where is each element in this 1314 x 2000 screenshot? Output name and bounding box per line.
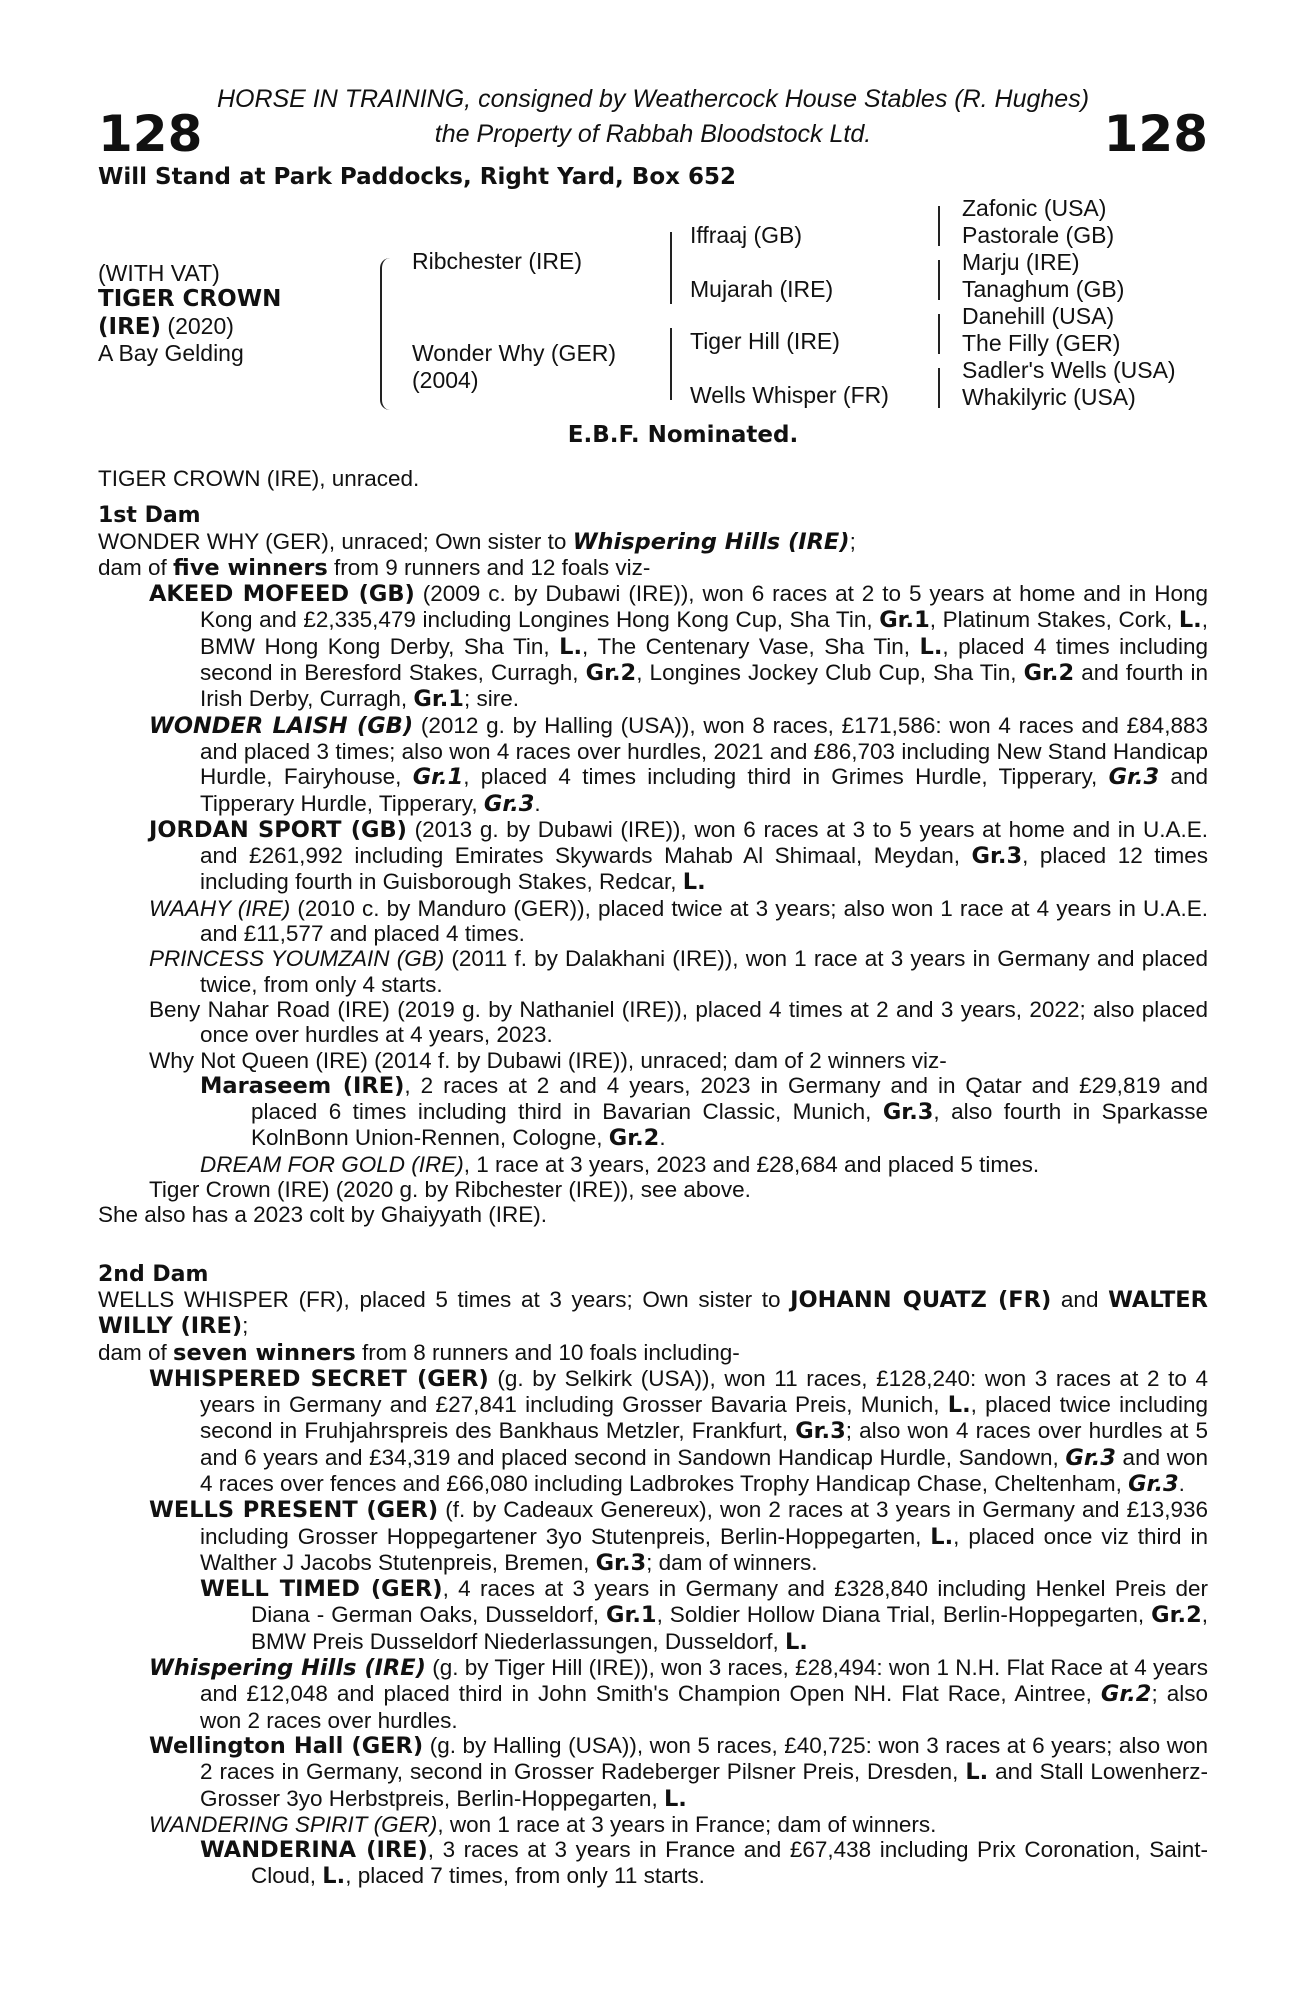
horse-description: A Bay Gelding — [98, 340, 244, 366]
grandproduce-maraseem: Maraseem (IRE), 2 races at 2 and 4 years, 2023 in Germany and in Qatar and £29,819 and placed 6 times including third in Bavarian Classic, Munich, Gr.3, also fourth in Sparkasse KolnBonn Union-Rennen, Cologne, Gr.2. — [200, 1072, 1208, 1152]
ggp-7: Sadler's Wells (USA) — [962, 357, 1176, 383]
first-dam-summary: dam of five winners from 9 runners and 12 foals viz- — [98, 554, 651, 581]
dam-dam: Wells Whisper (FR) — [690, 382, 889, 408]
ggp-4: Tanaghum (GB) — [962, 276, 1125, 302]
property-line: the Property of Rabbah Bloodstock Ltd. — [434, 120, 872, 148]
produce-wonder-laish: WONDER LAISH (GB) (2012 g. by Halling (USA)), won 8 races, £171,586: won 4 races and £84,883 and placed 3 times; also won 4 races over hurdles, 2021 and £86,703 including New Stand Handicap Hurdle, Fairyhouse, Gr.1, placed 4 times including third in Grimes Hurdle, Tipperary, Gr.3 and Tipperary Hurdle, Tipperary, Gr.3. — [149, 712, 1208, 817]
ggp-8: Whakilyric (USA) — [962, 384, 1136, 410]
ggp-brace-3 — [938, 314, 946, 354]
sire-brace — [670, 232, 680, 304]
consignor-line: HORSE IN TRAINING, consigned by Weathercock House Stables (R. Hughes) — [216, 85, 1090, 113]
catalogue-body — [98, 448, 1208, 1890]
pedigree-table — [98, 190, 1208, 420]
sire-dam: Mujarah (IRE) — [690, 276, 834, 302]
ggp-brace-1 — [938, 206, 946, 246]
dam-brace — [670, 328, 680, 400]
dam-year: (2004) — [412, 367, 479, 393]
ebf-nominated: E.B.F. Nominated. — [567, 422, 799, 448]
intro-line: TIGER CROWN (IRE), unraced. — [98, 466, 420, 491]
stand-location: Will Stand at Park Paddocks, Right Yard, Box 652 — [98, 164, 736, 190]
horse-name: TIGER CROWN — [98, 286, 282, 312]
produce-whispered-secret: WHISPERED SECRET (GER) (g. by Selkirk (USA)), won 11 races, £128,240: won 3 races at 2 to 4 years in Germany and £27,841 including Grosser Bavaria Preis, Munich, L., placed twice including second in Fruhjahrspreis des Bankhaus Metzler, Frankfurt, Gr.3; also won 4 races over hurdles at 5 and 6 years and £34,319 and placed second in Sandown Handicap Hurdle, Sandown, Gr.3 and won 4 races over fences and £66,080 including Ladbrokes Trophy Handicap Chase, Cheltenham, Gr.3. — [149, 1365, 1208, 1497]
produce-wellington-hall: Wellington Hall (GER) (g. by Halling (USA)), won 5 races, £40,725: won 3 races at 6 years; also won 2 races in Germany, second in Grosser Radeberger Pilsner Preis, Dresden, L. and Stall Lowenherz-Grosser 3yo Herbstpreis, Berlin-Hoppegarten, L. — [149, 1732, 1209, 1812]
horse-origin-year: (IRE) (2020) — [98, 313, 234, 340]
ggp-brace-4 — [938, 368, 946, 408]
vat-label: (WITH VAT) — [98, 260, 220, 286]
second-dam-line: WELLS WHISPER (FR), placed 5 times at 3 years; Own sister to JOHANN QUATZ (FR) and WALTER WILLY (IRE); — [98, 1286, 1208, 1340]
produce-wells-present: WELLS PRESENT (GER) (f. by Cadeaux Genereux), won 2 races at 3 years in Germany and £13,936 including Grosser Hoppegartener 3yo Stutenpreis, Berlin-Hoppegarten, L., placed once viz third in Walther J Jacobs Stutenpreis, Bremen, Gr.3; dam of winners. — [149, 1497, 1209, 1576]
produce-beny-nahar-road: Beny Nahar Road (IRE) (2019 g. by Nathaniel (IRE)), placed 4 times at 2 and 3 years, 2022; also placed once over hurdles at 4 years, 2023. — [149, 996, 1208, 1048]
catalogue-page — [98, 84, 1208, 1890]
dam-sire: Tiger Hill (IRE) — [690, 328, 840, 354]
produce-princess-youmzain: PRINCESS YOUMZAIN (GB) (2011 f. by Dalakhani (IRE)), won 1 race at 3 years in Germany and placed twice, from only 4 starts. — [149, 946, 1208, 997]
produce-waahy: WAAHY (IRE) (2010 c. by Manduro (GER)), placed twice at 3 years; also won 1 race at 4 years in U.A.E. and £11,577 and placed 4 times. — [149, 895, 1208, 947]
lot-number-right: 128 — [1103, 105, 1208, 163]
sire: Ribchester (IRE) — [412, 248, 582, 274]
grandproduce-dream-for-gold: DREAM FOR GOLD (IRE), 1 race at 3 years, 2023 and £28,684 and placed 5 times. — [200, 1151, 1040, 1177]
ggp-6: The Filly (GER) — [962, 330, 1121, 356]
produce-whispering-hills: Whispering Hills (IRE) (g. by Tiger Hill (IRE)), won 3 races, £28,494: won 1 N.H. Flat Race at 4 years and £12,048 and placed third in John Smith's Champion Open NH. Flat Race, Aintree, Gr.2; also won 2 races over hurdles. — [149, 1655, 1209, 1733]
pedigree-brace — [380, 258, 392, 410]
ggp-2: Pastorale (GB) — [962, 222, 1115, 248]
lot-header — [98, 105, 1208, 163]
sire-sire: Iffraaj (GB) — [690, 222, 803, 248]
ggp-3: Marju (IRE) — [962, 249, 1080, 275]
produce-tiger-crown: Tiger Crown (IRE) (2020 g. by Ribchester (IRE)), see above. — [149, 1177, 751, 1203]
lot-number-left: 128 — [98, 105, 203, 163]
second-dam-summary: dam of seven winners from 8 runners and 10 foals including- — [98, 1339, 740, 1366]
produce-2023-colt: She also has a 2023 colt by Ghaiyyath (IRE). — [98, 1202, 547, 1228]
grandproduce-well-timed: WELL TIMED (GER), 4 races at 3 years in Germany and £328,840 including Henkel Preis der Diana - German Oaks, Dusseldorf, Gr.1, Soldier Hollow Diana Trial, Berlin-Hoppegarten, Gr.2, BMW Preis Dusseldorf Niederlassungen, Dusseldorf, L. — [200, 1576, 1208, 1655]
dam: Wonder Why (GER) — [412, 340, 617, 366]
second-dam-heading: 2nd Dam — [98, 1261, 209, 1287]
ggp-5: Danehill (USA) — [962, 303, 1115, 329]
produce-why-not-queen: Why Not Queen (IRE) (2014 f. by Dubawi (IRE)), unraced; dam of 2 winners viz- — [149, 1047, 947, 1073]
produce-akeed-mofeed: AKEED MOFEED (GB) (2009 c. by Dubawi (IRE)), won 6 races at 2 to 5 years at home and in Hong Kong and £2,335,479 including Longines Hong Kong Cup, Sha Tin, Gr.1, Platinum Stakes, Cork, L., BMW Hong Kong Derby, Sha Tin, L., The Centenary Vase, Sha Tin, L., placed 4 times including second in Beresford Stakes, Curragh, Gr.2, Longines Jockey Club Cup, Sha Tin, Gr.2 and fourth in Irish Derby, Curragh, Gr.1; sire. — [149, 581, 1209, 713]
first-dam-heading: 1st Dam — [98, 503, 201, 529]
produce-wandering-spirit: WANDERING SPIRIT (GER), won 1 race at 3 years in France; dam of winners. — [149, 1811, 937, 1837]
ggp-brace-2 — [938, 260, 946, 300]
grandproduce-wanderina: WANDERINA (IRE), 3 races at 3 years in France and £67,438 including Prix Coronation, Saint-Cloud, L., placed 7 times, from only 11 starts. — [200, 1837, 1208, 1890]
first-dam-line: WONDER WHY (GER), unraced; Own sister to Whispering Hills (IRE); — [98, 528, 856, 555]
produce-jordan-sport: JORDAN SPORT (GB) (2013 g. by Dubawi (IRE)), won 6 races at 3 to 5 years at home and in U.A.E. and £261,992 including Emirates Skywards Mahab Al Shimaal, Meydan, Gr.3, placed 12 times including fourth in Guisborough Stakes, Redcar, L. — [149, 816, 1208, 896]
ggp-1: Zafonic (USA) — [962, 195, 1107, 221]
